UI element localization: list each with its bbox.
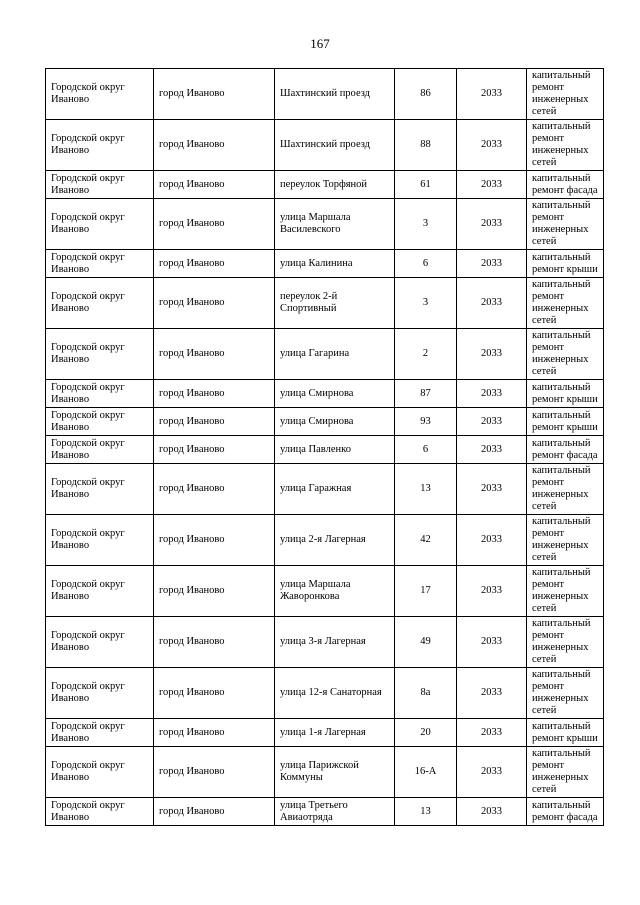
city-cell: город Иваново — [154, 380, 275, 408]
house-cell: 88 — [395, 120, 457, 171]
table-row — [46, 408, 604, 436]
year-cell: 2033 — [457, 171, 527, 199]
year-cell: 2033 — [457, 515, 527, 566]
city-cell: город Иваново — [154, 668, 275, 719]
house-cell: 20 — [395, 719, 457, 747]
okrug-cell: Городской округ Иваново — [46, 566, 154, 617]
street-cell: улица 1-я Лагерная — [275, 719, 395, 747]
city-cell: город Иваново — [154, 408, 275, 436]
okrug-cell: Городской округ Иваново — [46, 69, 154, 120]
table-row — [46, 329, 604, 380]
okrug-cell: Городской округ Иваново — [46, 719, 154, 747]
year-cell: 2033 — [457, 566, 527, 617]
street-cell: улица 3-я Лагерная — [275, 617, 395, 668]
city-cell: город Иваново — [154, 171, 275, 199]
city-cell: город Иваново — [154, 617, 275, 668]
city-cell: город Иваново — [154, 566, 275, 617]
table-row — [46, 250, 604, 278]
street-cell: улица Павленко — [275, 436, 395, 464]
street-cell: Шахтинский проезд — [275, 120, 395, 171]
table-row — [46, 798, 604, 826]
street-cell: улица Гаражная — [275, 464, 395, 515]
city-cell: город Иваново — [154, 278, 275, 329]
okrug-cell: Городской округ Иваново — [46, 250, 154, 278]
city-cell: город Иваново — [154, 329, 275, 380]
table-row — [46, 69, 604, 120]
table-row — [46, 668, 604, 719]
house-cell: 16-А — [395, 747, 457, 798]
work-cell: капитальный ремонт фасада — [527, 171, 604, 199]
year-cell: 2033 — [457, 69, 527, 120]
work-cell: капитальный ремонт инженерных сетей — [527, 120, 604, 171]
city-cell: город Иваново — [154, 515, 275, 566]
table-row — [46, 278, 604, 329]
house-cell: 17 — [395, 566, 457, 617]
work-cell: капитальный ремонт инженерных сетей — [527, 617, 604, 668]
year-cell: 2033 — [457, 380, 527, 408]
street-cell: улица Парижской Коммуны — [275, 747, 395, 798]
year-cell: 2033 — [457, 617, 527, 668]
street-cell: улица Гагарина — [275, 329, 395, 380]
okrug-cell: Городской округ Иваново — [46, 120, 154, 171]
work-cell: капитальный ремонт инженерных сетей — [527, 329, 604, 380]
house-cell: 3 — [395, 278, 457, 329]
table-row — [46, 120, 604, 171]
city-cell: город Иваново — [154, 69, 275, 120]
table-row — [46, 747, 604, 798]
city-cell: город Иваново — [154, 464, 275, 515]
year-cell: 2033 — [457, 278, 527, 329]
house-cell: 13 — [395, 464, 457, 515]
table-row — [46, 380, 604, 408]
year-cell: 2033 — [457, 747, 527, 798]
okrug-cell: Городской округ Иваново — [46, 464, 154, 515]
okrug-cell: Городской округ Иваново — [46, 515, 154, 566]
house-cell: 6 — [395, 436, 457, 464]
year-cell: 2033 — [457, 464, 527, 515]
street-cell: Шахтинский проезд — [275, 69, 395, 120]
work-cell: капитальный ремонт крыши — [527, 719, 604, 747]
okrug-cell: Городской округ Иваново — [46, 171, 154, 199]
capital-repair-table — [45, 68, 604, 826]
work-cell: капитальный ремонт инженерных сетей — [527, 515, 604, 566]
table-row — [46, 171, 604, 199]
okrug-cell: Городской округ Иваново — [46, 747, 154, 798]
okrug-cell: Городской округ Иваново — [46, 380, 154, 408]
house-cell: 86 — [395, 69, 457, 120]
table-row — [46, 199, 604, 250]
year-cell: 2033 — [457, 408, 527, 436]
house-cell: 3 — [395, 199, 457, 250]
city-cell: город Иваново — [154, 199, 275, 250]
okrug-cell: Городской округ Иваново — [46, 329, 154, 380]
year-cell: 2033 — [457, 329, 527, 380]
city-cell: город Иваново — [154, 120, 275, 171]
street-cell: переулок 2-й Спортивный — [275, 278, 395, 329]
work-cell: капитальный ремонт крыши — [527, 380, 604, 408]
street-cell: улица Смирнова — [275, 380, 395, 408]
house-cell: 8а — [395, 668, 457, 719]
work-cell: капитальный ремонт инженерных сетей — [527, 278, 604, 329]
work-cell: капитальный ремонт инженерных сетей — [527, 464, 604, 515]
house-cell: 61 — [395, 171, 457, 199]
work-cell: капитальный ремонт инженерных сетей — [527, 199, 604, 250]
work-cell: капитальный ремонт инженерных сетей — [527, 668, 604, 719]
okrug-cell: Городской округ Иваново — [46, 668, 154, 719]
work-cell: капитальный ремонт фасада — [527, 436, 604, 464]
street-cell: улица Третьего Авиаотряда — [275, 798, 395, 826]
house-cell: 42 — [395, 515, 457, 566]
year-cell: 2033 — [457, 798, 527, 826]
okrug-cell: Городской округ Иваново — [46, 617, 154, 668]
okrug-cell: Городской округ Иваново — [46, 199, 154, 250]
okrug-cell: Городской округ Иваново — [46, 278, 154, 329]
street-cell: улица Маршала Василевского — [275, 199, 395, 250]
table-row — [46, 719, 604, 747]
table-row — [46, 464, 604, 515]
year-cell: 2033 — [457, 719, 527, 747]
street-cell: улица 2-я Лагерная — [275, 515, 395, 566]
okrug-cell: Городской округ Иваново — [46, 436, 154, 464]
year-cell: 2033 — [457, 436, 527, 464]
okrug-cell: Городской округ Иваново — [46, 798, 154, 826]
house-cell: 93 — [395, 408, 457, 436]
table-row — [46, 436, 604, 464]
house-cell: 13 — [395, 798, 457, 826]
work-cell: капитальный ремонт инженерных сетей — [527, 566, 604, 617]
street-cell: улица Калинина — [275, 250, 395, 278]
street-cell: переулок Торфяной — [275, 171, 395, 199]
house-cell: 6 — [395, 250, 457, 278]
year-cell: 2033 — [457, 120, 527, 171]
house-cell: 49 — [395, 617, 457, 668]
street-cell: улица Смирнова — [275, 408, 395, 436]
city-cell: город Иваново — [154, 250, 275, 278]
city-cell: город Иваново — [154, 719, 275, 747]
city-cell: город Иваново — [154, 747, 275, 798]
house-cell: 2 — [395, 329, 457, 380]
page-number: 167 — [310, 36, 330, 51]
work-cell: капитальный ремонт инженерных сетей — [527, 747, 604, 798]
work-cell: капитальный ремонт крыши — [527, 408, 604, 436]
year-cell: 2033 — [457, 199, 527, 250]
city-cell: город Иваново — [154, 798, 275, 826]
year-cell: 2033 — [457, 250, 527, 278]
table-row — [46, 566, 604, 617]
street-cell: улица Маршала Жаворонкова — [275, 566, 395, 617]
work-cell: капитальный ремонт инженерных сетей — [527, 69, 604, 120]
table-row — [46, 617, 604, 668]
okrug-cell: Городской округ Иваново — [46, 408, 154, 436]
house-cell: 87 — [395, 380, 457, 408]
city-cell: город Иваново — [154, 436, 275, 464]
street-cell: улица 12-я Санаторная — [275, 668, 395, 719]
work-cell: капитальный ремонт крыши — [527, 250, 604, 278]
work-cell: капитальный ремонт фасада — [527, 798, 604, 826]
table-row — [46, 515, 604, 566]
year-cell: 2033 — [457, 668, 527, 719]
